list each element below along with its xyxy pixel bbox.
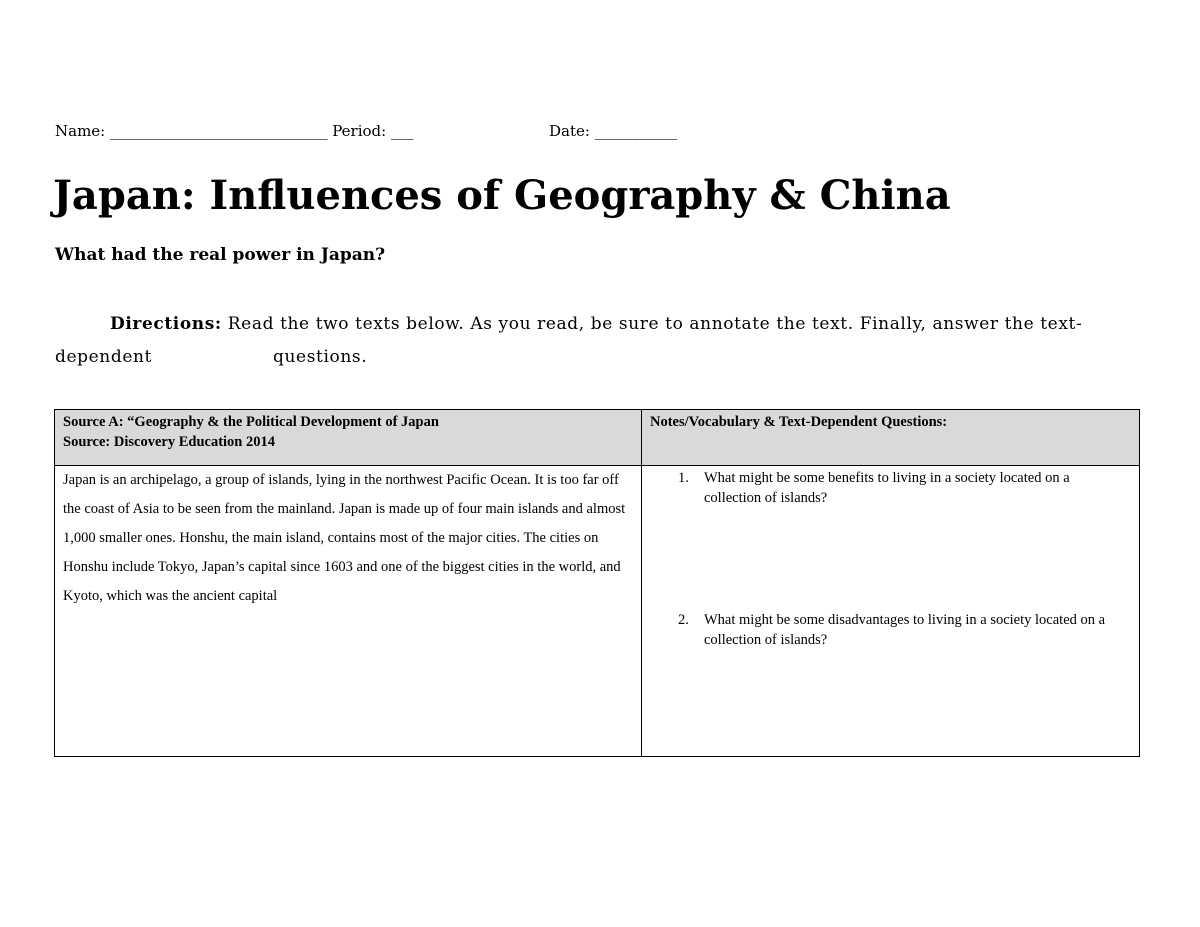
questions-cell[interactable]	[642, 466, 1140, 757]
notes-header-cell	[642, 410, 1140, 466]
table-body-row	[55, 466, 1140, 757]
question-item	[642, 468, 1139, 508]
directions	[55, 308, 1130, 374]
source-citation: Source: Discovery Education 2014	[63, 434, 275, 450]
source-passage: Japan is an archipelago, a group of islands, lying in the northwest Pacific Ocean. It is too far off the coast of Asia to be seen from the mainland. Japan is made up of four main islands and almost 1,000 smaller ones. Honshu, the main island, contains most of the major cities. The cities on Honshu include Tokyo, Japan’s capital since 1603 and one of the biggest cities in the world, and Kyoto, which was the ancient capital	[63, 472, 626, 604]
question-number: 2.	[678, 612, 689, 628]
table-header-row	[55, 410, 1140, 466]
notes-header: Notes/Vocabulary & Text-Dependent Questions:	[650, 414, 948, 430]
source-header-cell	[55, 410, 642, 466]
directions-label: Directions:	[110, 314, 222, 334]
directions-end: questions.	[273, 347, 368, 367]
passage-cell[interactable]	[55, 466, 642, 757]
directions-text: Read the two texts below. As you read, be sure to annotate the text. Finally, answer the text-	[221, 314, 1083, 334]
directions-word: dependent	[55, 347, 152, 367]
source-table	[54, 409, 1140, 757]
question-number: 1.	[678, 470, 689, 486]
name-period-line: Name: _____________________________ Period: ___	[55, 122, 414, 140]
directions-line-2	[55, 341, 1130, 374]
question-text: What might be some benefits to living in a society located on a collection of islands?	[704, 470, 1070, 506]
question-text: What might be some disadvantages to living in a society located on a collection of islands?	[704, 612, 1106, 648]
page-title: Japan: Influences of Geography & China	[53, 172, 951, 219]
question-list	[642, 468, 1139, 650]
source-title: Source A: “Geography & the Political Development of Japan	[63, 414, 439, 430]
directions-line-1	[55, 308, 1130, 341]
essential-question: What had the real power in Japan?	[55, 245, 386, 265]
date-line: Date: ___________	[549, 122, 678, 140]
question-item	[642, 610, 1139, 650]
